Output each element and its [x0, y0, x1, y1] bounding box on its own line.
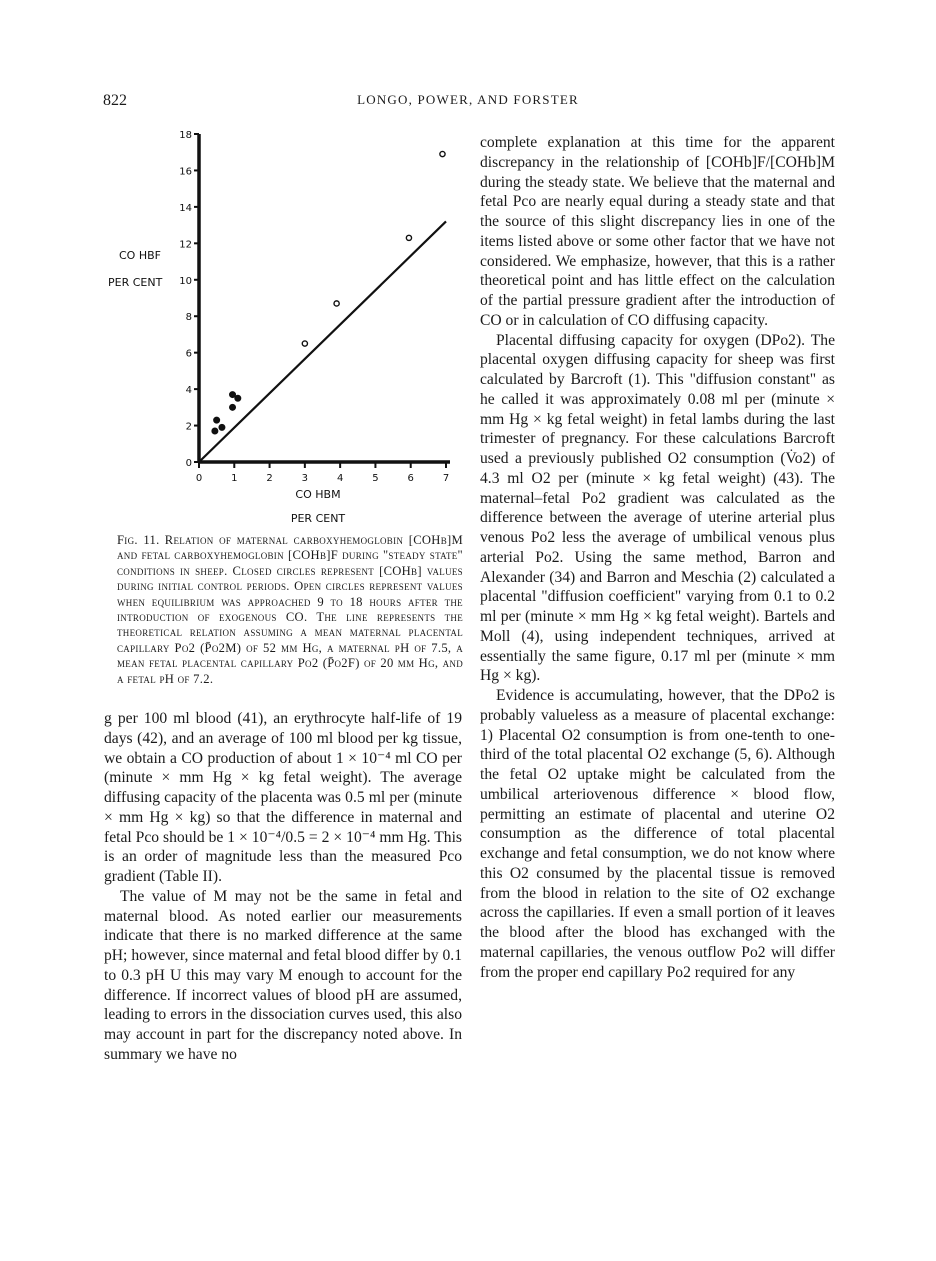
y-tick-label: 10 [179, 275, 192, 287]
y-axis-label-line-2: PER CENT [108, 276, 163, 289]
x-tick-label: 1 [231, 473, 238, 484]
y-tick-label: 12 [179, 239, 192, 251]
open-circle-point [440, 151, 445, 156]
x-tick-label: 0 [195, 473, 203, 484]
y-tick-label: 18 [179, 130, 192, 141]
x-tick-label: 5 [372, 473, 379, 484]
x-tick-label: 7 [442, 473, 450, 484]
y-axis-label-line-1: CO HBF [119, 249, 161, 262]
x-tick-label: 3 [301, 473, 309, 484]
x-tick-label: 4 [336, 473, 344, 484]
figure-11 [103, 122, 465, 522]
closed-circle-point [212, 428, 218, 434]
x-tick-label: 2 [266, 473, 273, 484]
caption-text: Relation of maternal carboxyhemoglobin [COHb]M and fetal carboxyhemoglobin [COHb]F during "steady state" conditions in sheep. Closed circles represent [COHb] values during initial control periods. Open circles represent values when equilibrium was approached 9 to 18 hours after the introduction of exogenous CO. The line represents the theoretical relation assuming a mean maternal placental capillary Po2 (P̄o2M) of 52 mm Hg, a maternal pH of 7.5, a mean fetal placental capillary Po2 (P̄o2F) of 20 mm Hg, and a fetal pH of 7.2. [117, 533, 463, 686]
page-header [103, 92, 833, 116]
y-tick-label: 4 [185, 385, 192, 397]
right-paragraph-2: Placental diffusing capacity for oxygen (DPo2). The placental oxygen diffusing capacity for sheep was first calculated by Barcroft (1). This "diffusion constant" as he called it was approximately 0.08 ml per (minute × mm Hg × kg fetal weight) in fetal lambs during the last trimester of pregnancy. For these calculations Barcroft used a previously published O2 consumption (V̇o2) of 4.3 ml O2 per (minute × kg fetal weight) (43). The maternal–fetal Po2 gradient was calculated as the difference between the average of uterine arterial plus venous Po2 less the average of umbilical venous plus arterial Po2. Using the same method, Barron and Alexander (34) and Barron and Meschia (2) calculated a placental "diffusion coefficient" varying from 0.1 to 0.2 ml per (minute × mm Hg × kg fetal weight). Bartels and Moll (4), using independent techniques, arrived at essentially the same figure, 0.17 ml per (minute × mm Hg × kg). [480, 331, 835, 685]
x-tick-label: 6 [407, 473, 414, 484]
x-axis-label-line-2: PER CENT [290, 512, 346, 522]
right-paragraph-3: Evidence is accumulating, however, that the DPo2 is probably valueless as a measure of placental exchange: 1) Placental O2 consumption is from one-tenth to one-third of the total placental O2 exchange (5, 6). Although the fetal O2 uptake might be calculated from the umbilical arteriovenous difference × blood flow, permitting an estimate of placental and uterine O2 consumption as the difference of total placental exchange and fetal consumption, we do not know where this O2 consumed by the placental tissue is removed from the blood in relation to the site of O2 exchange across the capillaries. If even a small portion of it leaves the blood after the blood has exchanged with the maternal capillaries, the venous outflow Po2 will differ from the proper end capillary Po2 required for any [480, 687, 835, 981]
y-tick-label: 14 [179, 202, 192, 214]
y-tick-label: 6 [185, 348, 192, 360]
closed-circle-point [219, 425, 225, 431]
y-tick-label: 16 [179, 166, 192, 178]
closed-circle-point [230, 392, 236, 398]
left-paragraph-2: The value of M may not be the same in fetal and maternal blood. As noted earlier our measurements indicate that there is no marked difference at the same pH; however, since maternal and fetal blood differ by 0.1 to 0.3 pH U this may vary M enough to account for the difference. If incorrect values of blood pH are assumed, leading to errors in the dissociation curves used, this also may account in part for the discrepancy noted above. In summary we have no [104, 887, 462, 1063]
figure-caption [117, 533, 463, 687]
open-circle-point [334, 301, 339, 306]
y-tick-label: 2 [185, 421, 192, 433]
y-tick-label: 0 [185, 458, 192, 469]
y-tick-label: 8 [185, 312, 192, 324]
open-circle-point [302, 341, 307, 346]
scatter-chart [103, 122, 465, 522]
closed-circle-point [230, 405, 236, 411]
open-circle-point [406, 235, 411, 240]
left-column [104, 709, 462, 1065]
page-number: 822 [103, 92, 127, 109]
closed-circle-point [235, 395, 241, 401]
caption-label: Fig. 11. [117, 533, 160, 547]
left-paragraph-1: g per 100 ml blood (41), an erythrocyte half-life of 19 days (42), and an average of 100 ml blood per kg tissue, we obtain a CO production of about 1 × 10⁻⁴ ml CO per (minute × mm Hg × kg fetal weight). The average diffusing capacity of the placenta was 0.5 ml per (minute × mm Hg × kg) so that the difference in maternal and fetal Pco should be 1 × 10⁻⁴/0.5 = 2 × 10⁻⁴ mm Hg. This is an order of magnitude less than the measured Pco gradient (Table II). [104, 710, 462, 885]
closed-circle-point [214, 417, 220, 423]
running-head: LONGO, POWER, AND FORSTER [357, 92, 579, 107]
theoretical-line [199, 221, 446, 462]
right-paragraph-1: complete explanation at this time for the apparent discrepancy in the relationship of [COHb]F/[COHb]M during the steady state. We believe that the maternal and fetal Pco are nearly equal during a steady state and that the source of this slight discrepancy lies in one of the items listed above or some other factor that we have not considered. We emphasize, however, that this is a rather theoretical point and has little effect on the calculation of the partial pressure gradient after the introduction of CO or in calculation of CO diffusing capacity. [480, 134, 835, 329]
x-axis-label-line-1: CO HBM [295, 488, 341, 501]
right-column [480, 133, 835, 982]
